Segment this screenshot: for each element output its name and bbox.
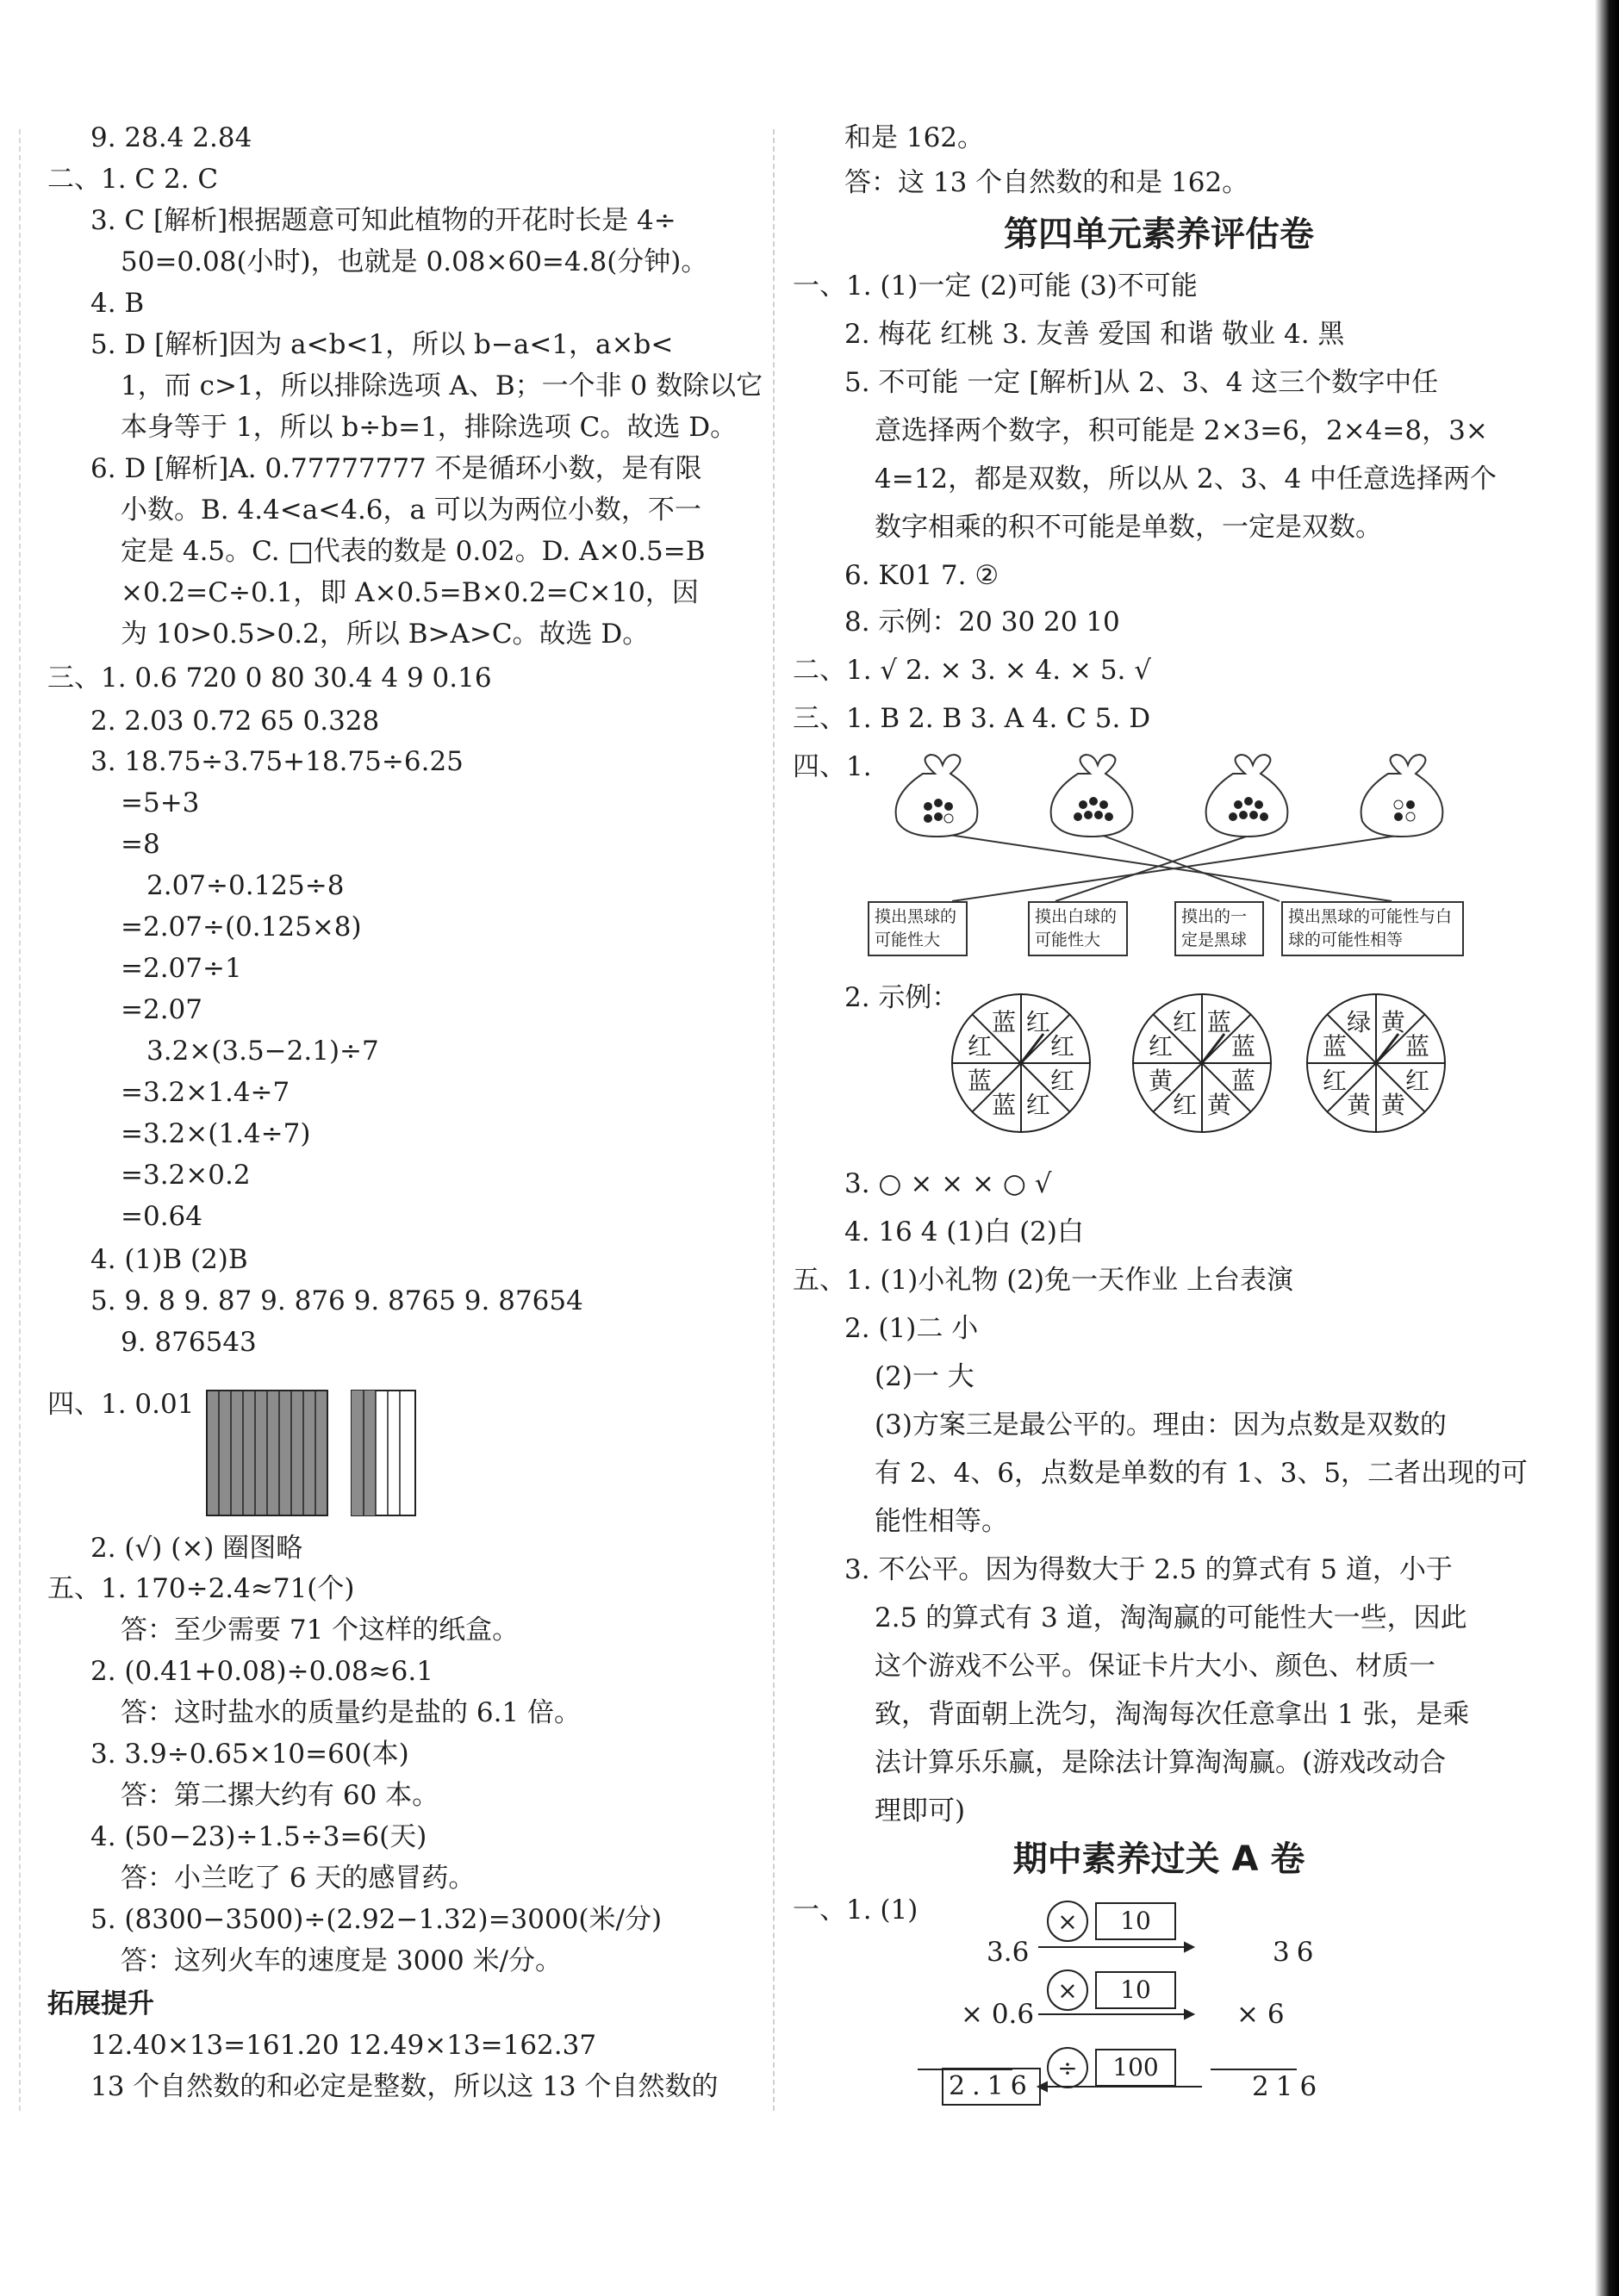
divisor-box: 100 xyxy=(1095,2049,1176,2087)
answer-line: 13 个自然数的和必定是整数，所以这 13 个自然数的 xyxy=(90,2071,719,2102)
calc-step: =2.07÷1 xyxy=(121,953,242,984)
section-three-header: 三、1. 0.6 720 0 80 30.4 4 9 0.16 xyxy=(47,663,492,694)
factor-integer-multiplier: × 6 xyxy=(1236,1999,1285,2030)
product-integer: 216 xyxy=(1252,2071,1324,2102)
grid-square-100 xyxy=(207,1391,327,1515)
bag-2 xyxy=(1051,755,1133,837)
multiply-circle: × xyxy=(1047,1901,1088,1942)
answer-sentence: 答：这 13 个自然数的和是 162。 xyxy=(844,167,1249,198)
answer-line: 6. K01 7. ② xyxy=(844,560,999,591)
spinner-sector-label: 黄 xyxy=(1380,1091,1405,1119)
multiply-circle: × xyxy=(1047,1969,1088,2011)
answer-sentence: 答：这时盐水的质量约是盐的 6.1 倍。 xyxy=(121,1697,582,1728)
product-decimal-box: 2.16 xyxy=(942,2068,1041,2106)
spinner-sector-label: 蓝 xyxy=(1404,1032,1430,1061)
calc-step: =8 xyxy=(121,829,160,860)
section-one-header: 一、1. (1)一定 (2)可能 (3)不可能 xyxy=(793,271,1198,302)
section-two-header: 二、1. C 2. C xyxy=(47,164,219,195)
bag-label-box: 摸出黑球的可能性与白球的可能性相等 xyxy=(1281,901,1464,956)
section-four-header: 四、1. 0.01 xyxy=(47,1389,195,1420)
calc-step: 3.2×(3.5−2.1)÷7 xyxy=(146,1036,379,1067)
answer-line: 意选择两个数字，积可能是 2×3=6，2×4=8，3× xyxy=(875,415,1488,446)
answer-line: 2. 2.03 0.72 65 0.328 xyxy=(90,706,380,737)
answer-sentence: 答：至少需要 71 个这样的纸盒。 xyxy=(121,1615,520,1646)
spinner-sector-label: 红 xyxy=(1404,1066,1430,1095)
answer-line: 9. 876543 xyxy=(121,1327,257,1358)
section-four-header: 四、1. xyxy=(793,751,872,782)
answer-line: 3. 3.9÷0.65×10=60(本) xyxy=(90,1739,409,1770)
calc-step: 2.07÷0.125÷8 xyxy=(146,870,345,901)
answer-line: 小数。B. 4.4<a<4.6，a 可以为两位小数，不一 xyxy=(121,495,701,526)
answer-line: 5. 不可能 一定 [解析]从 2、3、4 这三个数字中任 xyxy=(844,367,1439,398)
factor-integer: 36 xyxy=(1273,1937,1321,1968)
answer-line: 致，背面朝上洗匀，淘淘每次任意拿出 1 张，是乘 xyxy=(875,1699,1470,1730)
spinner-sector-label: 黄 xyxy=(1148,1066,1174,1095)
left-column xyxy=(0,0,775,2154)
answer-line: 5. 9. 8 9. 87 9. 876 9. 8765 9. 87654 xyxy=(90,1285,583,1316)
answer-line: 有 2、4、6，点数是单数的有 1、3、5，二者出现的可 xyxy=(875,1458,1529,1489)
answer-line: 3. ○ × × × ○ √ xyxy=(844,1168,1052,1199)
answer-line: ×0.2=C÷0.1，即 A×0.5=B×0.2=C×10，因 xyxy=(121,577,699,608)
answer-line: 4. B xyxy=(90,288,145,319)
answer-line: 法计算乐乐赢，是除法计算淘淘赢。(游戏改动合 xyxy=(875,1747,1447,1778)
answer-line: 1，而 c>1，所以排除选项 A、B；一个非 0 数除以它 xyxy=(121,370,763,401)
answer-line: 2. (0.41+0.08)÷0.08≈6.1 xyxy=(90,1656,433,1687)
spinner-sector-label: 蓝 xyxy=(1206,1008,1231,1036)
section-two-header: 二、1. √ 2. × 3. × 4. × 5. √ xyxy=(793,655,1152,686)
bag-label-box: 摸出黑球的可能性大 xyxy=(868,901,968,956)
calc-step: =0.64 xyxy=(121,1201,202,1232)
spinner-wheel xyxy=(1133,994,1271,1132)
spinner-sector-label: 蓝 xyxy=(1230,1032,1256,1061)
bag-1 xyxy=(896,755,978,837)
answer-line: (2)一 大 xyxy=(875,1361,975,1392)
bag-4 xyxy=(1361,755,1443,837)
spinner-sector-label: 蓝 xyxy=(1230,1066,1256,1095)
bag-3 xyxy=(1206,755,1288,837)
answer-line: 数字相乘的积不可能是单数，一定是双数。 xyxy=(875,512,1382,543)
section-five-header: 五、1. (1)小礼物 (2)免一天作业 上台表演 xyxy=(793,1265,1293,1296)
spinner-sector-label: 红 xyxy=(1173,1091,1198,1119)
calc-step: =5+3 xyxy=(121,787,200,818)
multiplier-box: 10 xyxy=(1095,1971,1176,2009)
section-one-header: 一、1. (1) xyxy=(793,1895,918,1926)
factor-decimal-multiplier: × 0.6 xyxy=(961,1999,1035,2030)
spinner-sector-label: 红 xyxy=(1025,1091,1050,1119)
answer-line: 理即可) xyxy=(875,1795,966,1826)
spinner-wheels-figure xyxy=(935,982,1452,1150)
answer-line: 4=12，都是双数，所以从 2、3、4 中任意选择两个 xyxy=(875,464,1498,495)
answer-line: 2. (1)二 小 xyxy=(844,1313,979,1344)
spinner-sector-label: 红 xyxy=(1025,1008,1050,1036)
answer-line: (3)方案三是最公平的。理由：因为点数是双数的 xyxy=(875,1409,1447,1440)
answer-line: 4. (1)B (2)B xyxy=(90,1244,248,1275)
spinner-sector-label: 红 xyxy=(967,1032,993,1061)
answer-sentence: 答：第二摞大约有 60 本。 xyxy=(121,1780,439,1811)
answer-line: 2. 梅花 红桃 3. 友善 爱国 和谐 敬业 4. 黑 xyxy=(844,319,1345,350)
answer-line: 3. 不公平。因为得数大于 2.5 的算式有 5 道，小于 xyxy=(844,1554,1453,1585)
midterm-title: 期中素养过关 A 卷 xyxy=(1012,1839,1305,1879)
answer-line: 5. D [解析]因为 a<b<1，所以 b−a<1，a×b< xyxy=(90,329,674,360)
diagram-arrows xyxy=(918,1930,1314,2094)
unit-four-title: 第四单元素养评估卷 xyxy=(1004,215,1314,254)
spinner-sector-label: 蓝 xyxy=(992,1091,1017,1119)
calc-step: =3.2×0.2 xyxy=(121,1160,251,1191)
answer-line: 2. 示例： xyxy=(844,982,959,1013)
spinner-sector-label: 红 xyxy=(1148,1032,1174,1061)
calc-step: =2.07÷(0.125×8) xyxy=(121,912,362,943)
answer-line: 和是 162。 xyxy=(844,122,985,153)
grid-column-partial xyxy=(352,1391,415,1515)
spinner-sector-label: 红 xyxy=(1173,1008,1198,1036)
answer-line: 6. D [解析]A. 0.77777777 不是循环小数，是有限 xyxy=(90,453,702,484)
answer-sentence: 答：小兰吃了 6 天的感冒药。 xyxy=(121,1863,476,1894)
answer-line: 12.40×13=161.20 12.49×13=162.37 xyxy=(90,2030,597,2061)
multiplier-box: 10 xyxy=(1095,1902,1176,1940)
answer-line: 为 10>0.5>0.2，所以 B>A>C。故选 D。 xyxy=(121,619,650,650)
spinner-wheel xyxy=(952,994,1090,1132)
divide-circle: ÷ xyxy=(1047,2047,1088,2088)
answer-line: 这个游戏不公平。保证卡片大小、颜色、材质一 xyxy=(875,1651,1435,1682)
answer-line: 4. 16 4 (1)白 (2)白 xyxy=(844,1216,1084,1248)
spinner-sector-label: 蓝 xyxy=(1322,1032,1348,1061)
calc-step: =3.2×(1.4÷7) xyxy=(121,1118,311,1149)
answer-line: 3. C [解析]根据题意可知此植物的开花时长是 4÷ xyxy=(90,205,676,236)
decimal-grid-figure xyxy=(205,1389,422,1520)
spinner-sector-label: 黄 xyxy=(1347,1091,1372,1119)
spinner-sector-label: 红 xyxy=(1049,1066,1075,1095)
section-five-header: 五、1. 170÷2.4≈71(个) xyxy=(47,1573,355,1604)
answer-line: 2.5 的算式有 3 道，淘淘赢的可能性大一些，因此 xyxy=(875,1602,1467,1633)
answer-line: 3. 18.75÷3.75+18.75÷6.25 xyxy=(90,746,464,777)
answer-line: 本身等于 1，所以 b÷b=1，排除选项 C。故选 D。 xyxy=(121,412,738,443)
spinner-sector-label: 绿 xyxy=(1347,1008,1372,1036)
calc-step: =2.07 xyxy=(121,994,202,1025)
bag-label-box: 摸出白球的可能性大 xyxy=(1028,901,1128,956)
spinner-sector-label: 黄 xyxy=(1380,1008,1405,1036)
section-three-header: 三、1. B 2. B 3. A 4. C 5. D xyxy=(793,703,1151,734)
answer-line: 9. 28.4 2.84 xyxy=(90,122,252,153)
answer-line: 5. (8300−3500)÷(2.92−1.32)=3000(米/分) xyxy=(90,1904,663,1935)
answer-line: 50=0.08(小时)，也就是 0.08×60=4.8(分钟)。 xyxy=(121,246,708,277)
spinner-sector-label: 黄 xyxy=(1206,1091,1231,1119)
answer-line: 8. 示例：20 30 20 10 xyxy=(844,607,1120,638)
spinner-sector-label: 蓝 xyxy=(992,1008,1017,1036)
factor-decimal: 3.6 xyxy=(987,1937,1030,1968)
spinner-sector-label: 红 xyxy=(1049,1032,1075,1061)
answer-sentence: 答：这列火车的速度是 3000 米/分。 xyxy=(121,1945,563,1976)
answer-line: 能性相等。 xyxy=(875,1506,1008,1537)
bag-label-box: 摸出的一定是黑球 xyxy=(1174,901,1264,956)
calc-step: =3.2×1.4÷7 xyxy=(121,1077,290,1108)
extension-heading: 拓展提升 xyxy=(47,1988,154,2019)
right-column xyxy=(780,0,1619,2296)
answer-line: 4. (50−23)÷1.5÷3=6(天) xyxy=(90,1821,427,1852)
spinner-wheel xyxy=(1307,994,1445,1132)
spinner-sector-label: 红 xyxy=(1322,1066,1348,1095)
answer-line: 2. (√) (×) 圈图略 xyxy=(90,1533,303,1564)
spinner-sector-label: 蓝 xyxy=(967,1066,993,1095)
answer-line: 定是 4.5。C. □代表的数是 0.02。D. A×0.5=B xyxy=(121,536,706,567)
